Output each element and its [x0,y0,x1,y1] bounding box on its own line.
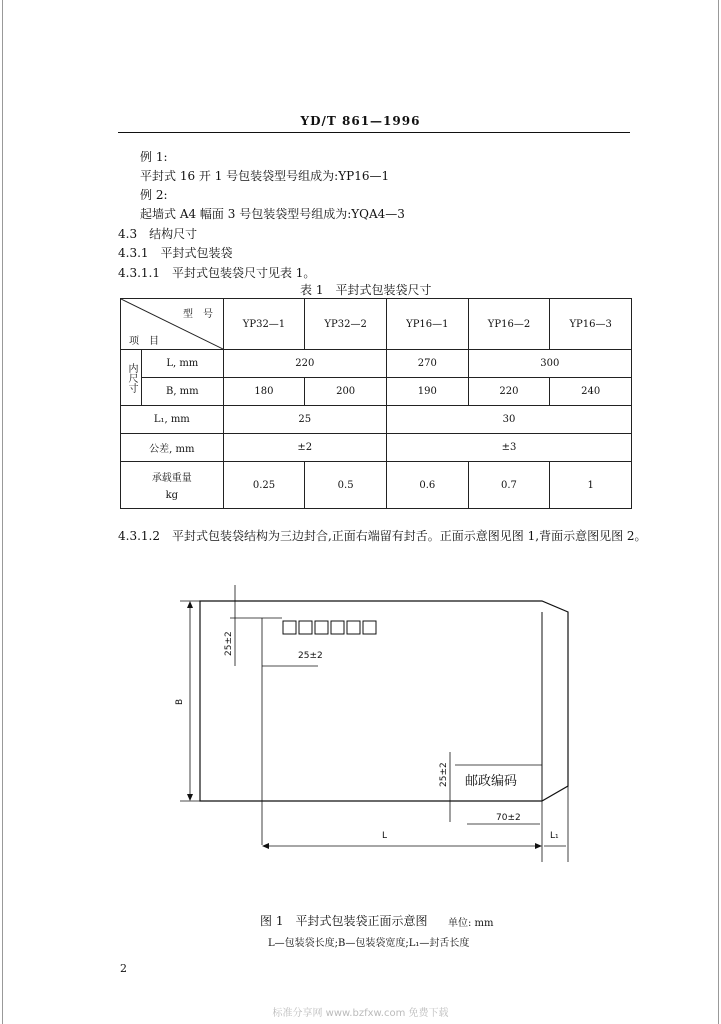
table-cell: 0.5 [305,462,387,509]
dim-b-label: B [175,698,185,705]
table-cell: ±2 [223,434,386,462]
model-header: YP16—1 [386,299,468,350]
dim-70-label: 70±2 [496,813,521,823]
example1-label: 例 1: [140,150,168,164]
example2-text: 起墙式 A4 幅面 3 号包装袋型号组成为:YQA4—3 [140,207,405,221]
row-label-b: B, mm [142,378,224,406]
table-cell: 270 [386,350,468,378]
load-unit: kg [165,490,179,501]
postcode-boxes [283,621,376,634]
section-4-3-1-1: 4.3.1.1 平封式包装袋尺寸见表 1。 [118,266,316,280]
table-cell: 30 [386,406,631,434]
table-cell: 190 [386,378,468,406]
table-cell: 0.25 [223,462,305,509]
row-label-l1: L₁, mm [121,406,224,434]
example1-text: 平封式 16 开 1 号包装袋型号组成为:YP16—1 [140,169,390,183]
figure-unit: 单位: mm [448,918,494,929]
dim-top-label: 25±2 [224,631,234,656]
section-4-3-1: 4.3.1 平封式包装袋 [118,246,233,260]
model-header: YP16—3 [550,299,632,350]
corner-item-label: 项 目 [129,336,159,347]
figure-caption: 图 1 平封式包装袋正面示意图 [260,914,428,928]
table-cell: 180 [223,378,305,406]
figure-legend: L—包装袋长度;B—包装袋宽度;L₁—封舌长度 [268,938,470,949]
table-cell: 0.7 [468,462,550,509]
model-header: YP32—1 [223,299,305,350]
dim-mid-label: 25±2 [439,762,449,787]
table-cell: 300 [468,350,631,378]
corner-model-label: 型 号 [183,309,213,320]
table-cell: 220 [223,350,386,378]
watermark: 标准分享网 www.bzfxw.com 免费下载 [272,1008,449,1019]
table-caption: 表 1 平封式包装袋尺寸 [300,283,432,297]
dim-l1-label: L₁ [550,831,559,841]
postcode-label: 邮政编码 [465,774,518,789]
model-header: YP32—2 [305,299,387,350]
section-4-3-1-2: 4.3.1.2 平封式包装袋结构为三边封合,正面右端留有封舌。正面示意图见图 1,背面示意图见图 2。 [118,529,647,543]
model-header: YP16—2 [468,299,550,350]
standard-header: YD/T 861—1996 [300,114,421,128]
table-cell: 1 [550,462,632,509]
section-4-3: 4.3 结构尺寸 [118,227,198,241]
row-label-tolerance: 公差, mm [121,434,224,462]
table-cell: ±3 [386,434,631,462]
table-cell: 240 [550,378,632,406]
inner-size-label: 内尺寸 [126,362,137,393]
row-label-l: L, mm [142,350,224,378]
table-cell: 220 [468,378,550,406]
page-number: 2 [120,962,127,975]
example2-label: 例 2: [140,188,168,202]
dim-left-label: 25±2 [298,651,323,661]
dim-l-label: L [382,831,388,841]
load-label: 承载重量 [151,473,192,484]
envelope-outline [200,601,568,801]
table-cell: 25 [223,406,386,434]
table-cell: 0.6 [386,462,468,509]
table-cell: 200 [305,378,387,406]
